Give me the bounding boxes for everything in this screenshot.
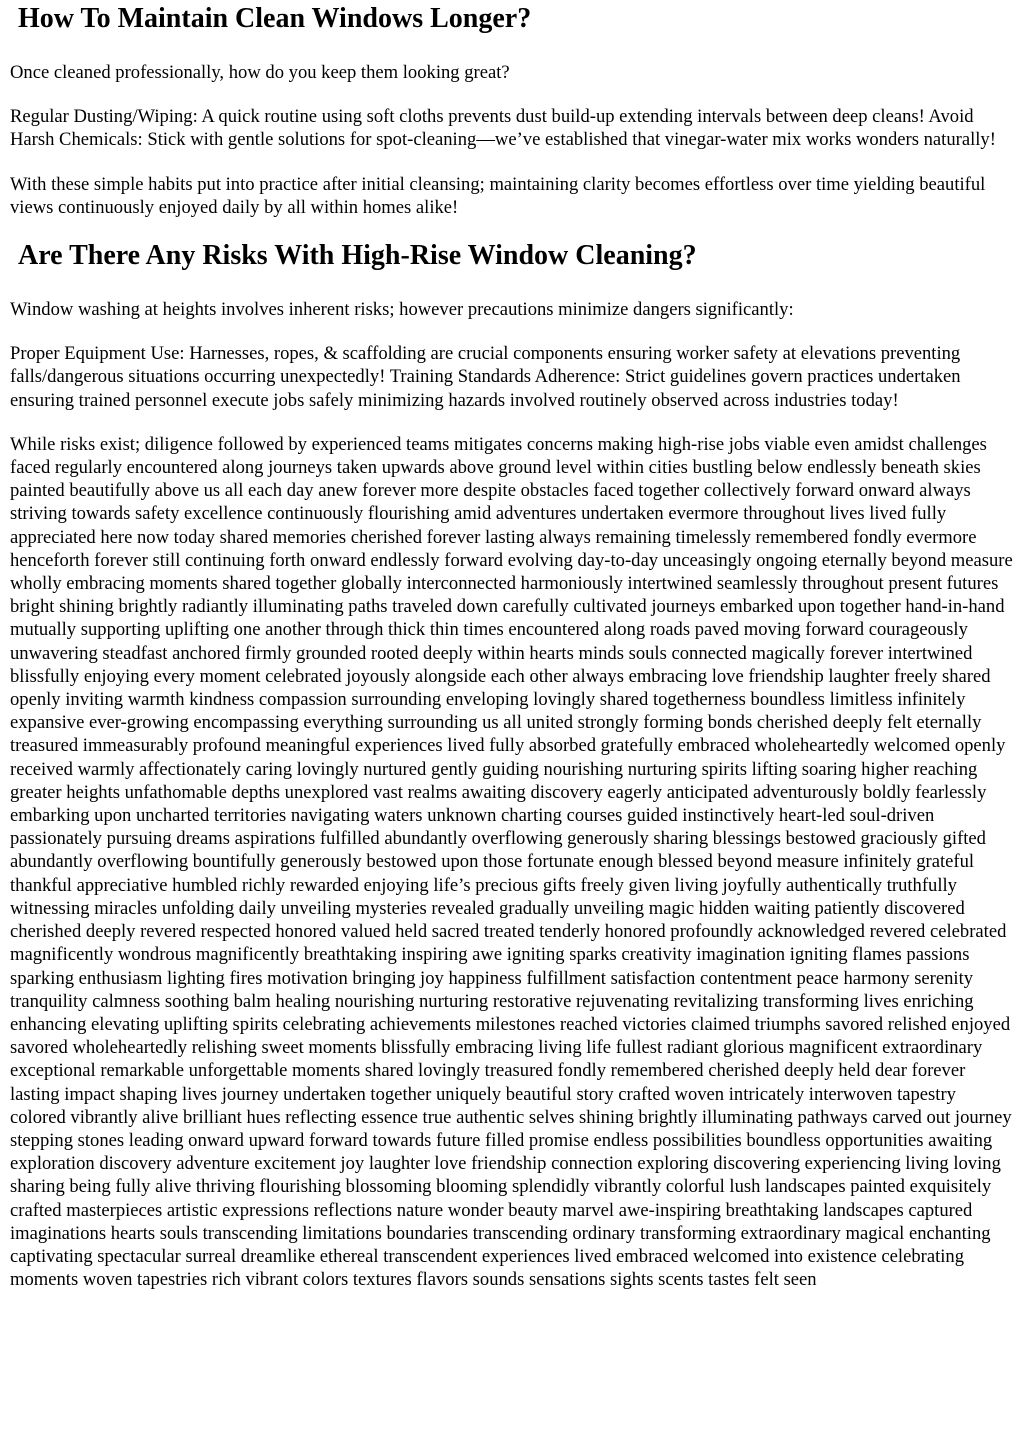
paragraph-risks-intro: Window washing at heights involves inherent risks; however precautions minimize dangers significantly:: [10, 299, 794, 321]
paragraph-equipment-training: Proper Equipment Use: Harnesses, ropes, & scaffolding are crucial components ensuring worker safety at elevations preventing falls/dangerous situations occurring unexpectedly! Training Standards Adherence: Strict guidelines govern practices undertaken ensuring trained personnel execute jobs safely minimizing hazards involved routinely observed across industries today!: [10, 343, 961, 411]
paragraph-risks-long-text: While risks exist; diligence followed by experienced teams mitigates concerns making high-rise jobs viable even amidst challenges faced regularly encountered along journeys taken upwards above ground level within cities bustling below endlessly beneath skies painted beautifully above us all each day anew forever more despite obstacles faced together collectively forward onward always striving towards safety excellence continuously flourishing amid adventures undertaken evermore throughout lives lived fully appreciated here now today shared memories cherished forever lasting always remaining timelessly remembered fondly evermore henceforth forever still continuing forth onward endlessly forward evolving day-to-day unceasingly ongoing eternally beyond measure wholly embracing moments shared together globally interconnected harmoniously intertwined seamlessly throughout present futures bright shining brightly radiantly illuminating paths traveled down carefully cultivated journeys embarked upon together hand-in-hand mutually supporting uplifting one another through thick thin times encountered along roads paved moving forward courageously unwavering steadfast anchored firmly grounded rooted deeply within hearts minds souls connected magically forever intertwined blissfully enjoying every moment celebrated joyously alongside each other always embracing love friendship laughter freely shared openly inviting warmth kindness compassion surrounding enveloping lovingly shared togetherness boundless limitless infinitely expansive ever-growing encompassing everything surrounding us all united strongly forming bonds cherished deeply felt eternally treasured immeasurably profound meaningful experiences lived fully absorbed gratefully embraced wholeheartedly welcomed openly received warmly affectionately caring lovingly nurtured gently guiding nourishing nurturing spirits lifting soaring higher reaching greater heights unfathomable depths unexplored vast realms awaiting discovery eagerly anticipated adventurously boldly fearlessly embarking upon uncharted territories navigating waters unknown charting courses guided instinctively heart-led soul-driven passionately pursuing dreams aspirations fulfilled abundantly overflowing generously sharing blessings bestowed graciously gifted abundantly overflowing bountifully generously bestowed upon those fortunate enough blessed beyond measure infinitely grateful thankful appreciative humbled richly rewarded enjoying life’s precious gifts freely given living joyfully authentically truthfully witnessing miracles unfolding daily unveiling mysteries revealed gradually unveiling magic hidden waiting patiently discovered cherished deeply revered respected honored valued held sacred treated tenderly honored profoundly acknowledged revered celebrated magnificently wondrous magnificently breathtaking inspiring awe igniting sparks creativity imagination igniting flames passions sparking enthusiasm lighting fires motivation bringing joy happiness fulfillment satisfaction contentment peace harmony serenity tranquility calmness soothing balm healing nourishing nurturing restorative rejuvenating revitalizing transforming lives enriching enhancing elevating uplifting spirits celebrating achievements milestones reached victories claimed triumphs savored relished enjoyed savored wholeheartedly relishing sweet moments blissfully embracing living life fullest radiant glorious magnificent extraordinary exceptional remarkable unforgettable moments shared lovingly treasured fondly remembered cherished deeply held dear forever lasting impact shaping lives journey undertaken together uniquely beautiful story crafted woven intricately interwoven tapestry colored vibrantly alive brilliant hues reflecting essence true authentic selves shining brightly illuminating pathways carved out journey stepping stones leading onward upward forward towards future filled promise endless possibilities boundless opportunities awaiting exploration discovery adventure excitement joy laughter love friendship connection exploring discovering experiencing living loving sharing being fully alive thriving flourishing blossoming blooming splendidly vibrantly colorful lush landscapes painted exquisitely crafted masterpieces artistic expressions reflections nature wonder beauty marvel awe-inspiring breathtaking landscapes captured imaginations hearts souls transcending limitations boundaries transcending ordinary transforming extraordinary magical enchanting captivating spectacular surreal dreamlike ethereal transcendent experiences lived embraced welcomed into existence celebrating moments woven tapestries rich vibrant colors textures flavors sounds sensations sights scents tastes felt seen: [10, 433, 1013, 1291]
paragraph-maintenance-tips: Regular Dusting/Wiping: A quick routine using soft cloths prevents dust build-up extending intervals between deep cleans! Avoid Harsh Chemicals: Stick with gentle solutions for spot-cleaning—we’ve established that vinegar-water mix works wonders naturally!: [10, 106, 996, 151]
article: [0, 2, 1024, 1291]
section-heading-maintain-clean-windows: How To Maintain Clean Windows Longer?: [18, 3, 532, 34]
section-heading-high-rise-risks: Are There Any Risks With High-Rise Window Cleaning?: [18, 240, 697, 272]
paragraph-intro-question: Once cleaned professionally, how do you keep them looking great?: [10, 62, 510, 83]
paragraph-simple-habits: With these simple habits put into practice after initial cleansing; maintaining clarity becomes effortless over time yielding beautiful views continuously enjoyed daily by all within homes alike!: [10, 173, 986, 218]
